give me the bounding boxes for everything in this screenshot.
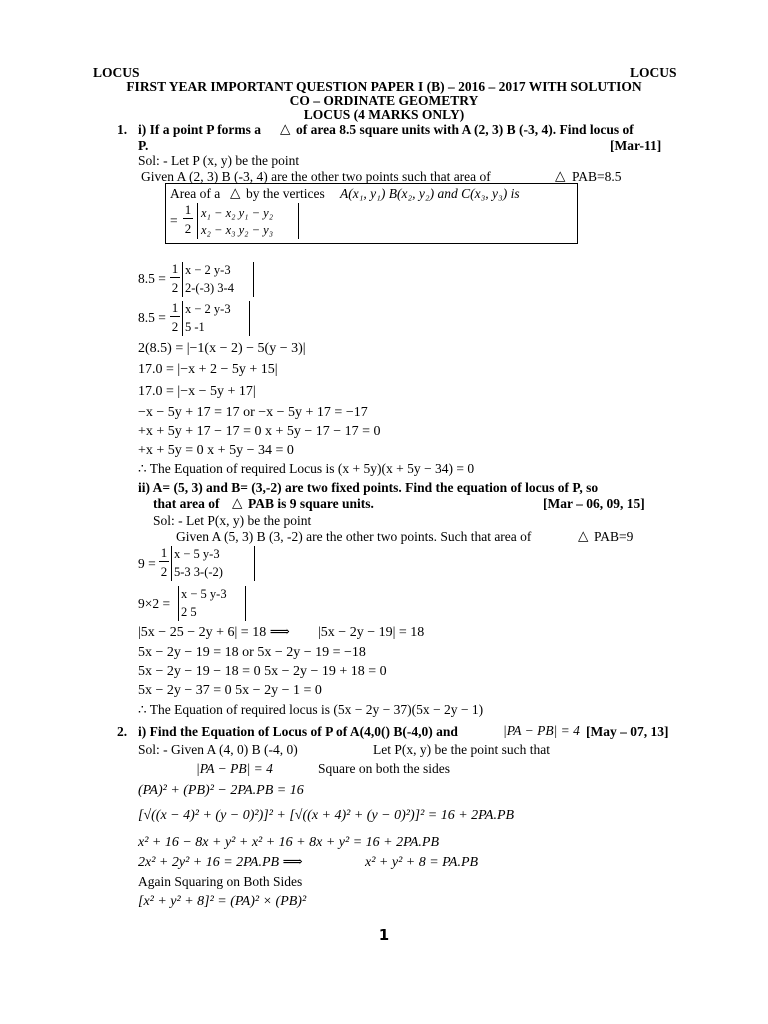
eq-line: 17.0 = |−x − 5y + 17| [138,384,256,399]
q1-part-ii-b: that area of [153,496,220,511]
conclusion: ∴ The Equation of required Locus is (x + 5y)(x + 5y − 34) = 0 [138,461,475,476]
eq-line: x² + 16 − 8x + y² + x² + 16 + 8x + y² = 16 + 2PA.PB [138,835,439,850]
q2-sol-a: Sol: - Given A (4, 0) B (-4, 0) [138,742,298,757]
eq-line: [√((x − 4)² + (y − 0)²)]² + [√((x + 4)² + (y − 0)²)]² = 16 + 2PA.PB [138,808,515,823]
q1-sol2: Sol: - Let P(x, y) be the point [153,513,312,528]
header-right: LOCUS [630,65,677,80]
frac-line [183,218,193,219]
det-row-1: x − 2 y-3 [185,263,231,277]
q1-given-a: Given A (2, 3) B (-3, 4) are the other two points such that area of [141,169,491,184]
step4-lhs: 9×2 = [138,596,171,611]
det-row-1: x₁ − x₂ y₁ − y₂ [201,206,274,220]
eq-line: |5x − 25 − 2y + 6| = 18 ⟹ [138,625,290,640]
doc-subtitle: CO – ORDINATE GEOMETRY [289,93,479,108]
triangle-icon: △ [232,495,243,510]
q1-number: 1. [117,122,128,137]
q1-part-i-c: P. [138,138,149,153]
box-text-b: by the vertices [246,186,325,201]
frac-num: 1 [171,261,179,276]
q2-again: Again Squaring on Both Sides [138,874,303,889]
q2-square: Square on both the sides [318,761,450,776]
q2-part-i: i) Find the Equation of Locus of P of A(4,0() B(-4,0) and [138,724,458,739]
frac-den: 2 [184,221,192,236]
q1-given-b: PAB=8.5 [572,169,622,184]
eq-line: |5x − 2y − 19| = 18 [318,625,425,640]
eq-line: 5x − 2y − 37 = 0 5x − 2y − 1 = 0 [138,683,322,698]
eq-line: 5x − 2y − 19 − 18 = 0 5x − 2y − 19 + 18 = 0 [138,664,387,679]
det-row-2: 2 5 [181,605,197,619]
q1-part-ii-c: PAB is 9 square units. [248,496,374,511]
triangle-icon: △ [578,528,589,543]
frac-num: 1 [171,300,179,315]
doc-section: LOCUS (4 MARKS ONLY) [303,107,465,122]
frac-num: 1 [184,202,192,217]
doc-title: FIRST YEAR IMPORTANT QUESTION PAPER I (B) – 2016 – 2017 WITH SOLUTION [126,79,642,94]
frac-num: 1 [160,545,168,560]
frac-line [159,561,169,562]
eq-line: +x + 5y + 17 − 17 = 0 x + 5y − 17 − 17 = 0 [138,424,381,439]
triangle-icon: △ [555,168,566,183]
eq-line: [x² + y² + 8]² = (PA)² × (PB)² [138,894,307,909]
q1-part-ii-a: ii) A= (5, 3) and B= (3,-2) are two fixed points. Find the equation of locus of P, so [138,480,599,495]
q1-given2-b: PAB=9 [594,529,634,544]
eq-line: 2(8.5) = |−1(x − 2) − 5(y − 3)| [138,341,306,356]
triangle-icon: △ [230,185,241,200]
q2-condition: |PA − PB| = 4 [503,723,580,738]
triangle-icon: △ [280,121,291,136]
eq-line: 2x² + 2y² + 16 = 2PA.PB ⟹ [138,855,303,870]
step1-lhs: 8.5 = [138,271,166,286]
det-row-1: x − 2 y-3 [185,302,231,316]
step3-lhs: 9 = [138,556,156,571]
eq-line: +x + 5y = 0 x + 5y − 34 = 0 [138,443,294,458]
det-row-1: x − 5 y-3 [174,547,220,561]
header-left: LOCUS [93,65,140,80]
det-row-2: x₂ − x₃ y₂ − y₃ [201,223,274,237]
box-text-a: Area of a [170,186,221,201]
q1-sol: Sol: - Let P (x, y) be the point [138,153,300,168]
conclusion: ∴ The Equation of required locus is (5x − 2y − 37)(5x − 2y − 1) [138,702,484,717]
frac-den: 2 [171,280,179,295]
eq-line: 5x − 2y − 19 = 18 or 5x − 2y − 19 = −18 [138,645,366,660]
eq-line: x² + y² + 8 = PA.PB [365,855,479,870]
frac-line [170,277,180,278]
q1-part-i-b: of area 8.5 square units with A (2, 3) B (-3, 4). Find locus of [296,122,634,137]
frac-den: 2 [171,319,179,334]
det-row-1: x − 5 y-3 [181,587,227,601]
det-row-2: 5-3 3-(-2) [174,565,223,579]
step2-lhs: 8.5 = [138,310,166,325]
eq-line: −x − 5y + 17 = 17 or −x − 5y + 17 = −17 [138,405,368,420]
q1-tag: [Mar-11] [610,138,662,153]
box-equals: = [170,213,178,228]
q2-sol-b: Let P(x, y) be the point such that [373,742,550,757]
frac-den: 2 [160,564,168,579]
q1-given2-a: Given A (5, 3) B (3, -2) are the other two points. Such that area of [176,529,532,544]
eq-line: 17.0 = |−x + 2 − 5y + 15| [138,362,278,377]
det-row-2: 2-(-3) 3-4 [185,281,234,295]
q2-condition-2: |PA − PB| = 4 [196,761,273,776]
det-row-2: 5 -1 [185,320,205,334]
q1-part-i-a: i) If a point P forms a [138,122,261,137]
page-number: 1 [378,926,390,944]
frac-line [170,316,180,317]
eq-line: (PA)² + (PB)² − 2PA.PB = 16 [138,783,304,798]
q1-tag2: [Mar – 06, 09, 15] [543,496,645,511]
box-text-c: A(x₁, y₁) B(x₂, y₂) and C(x₃, y₃) is [340,186,520,201]
q2-tag: [May – 07, 13] [586,724,669,739]
q2-number: 2. [117,724,128,739]
